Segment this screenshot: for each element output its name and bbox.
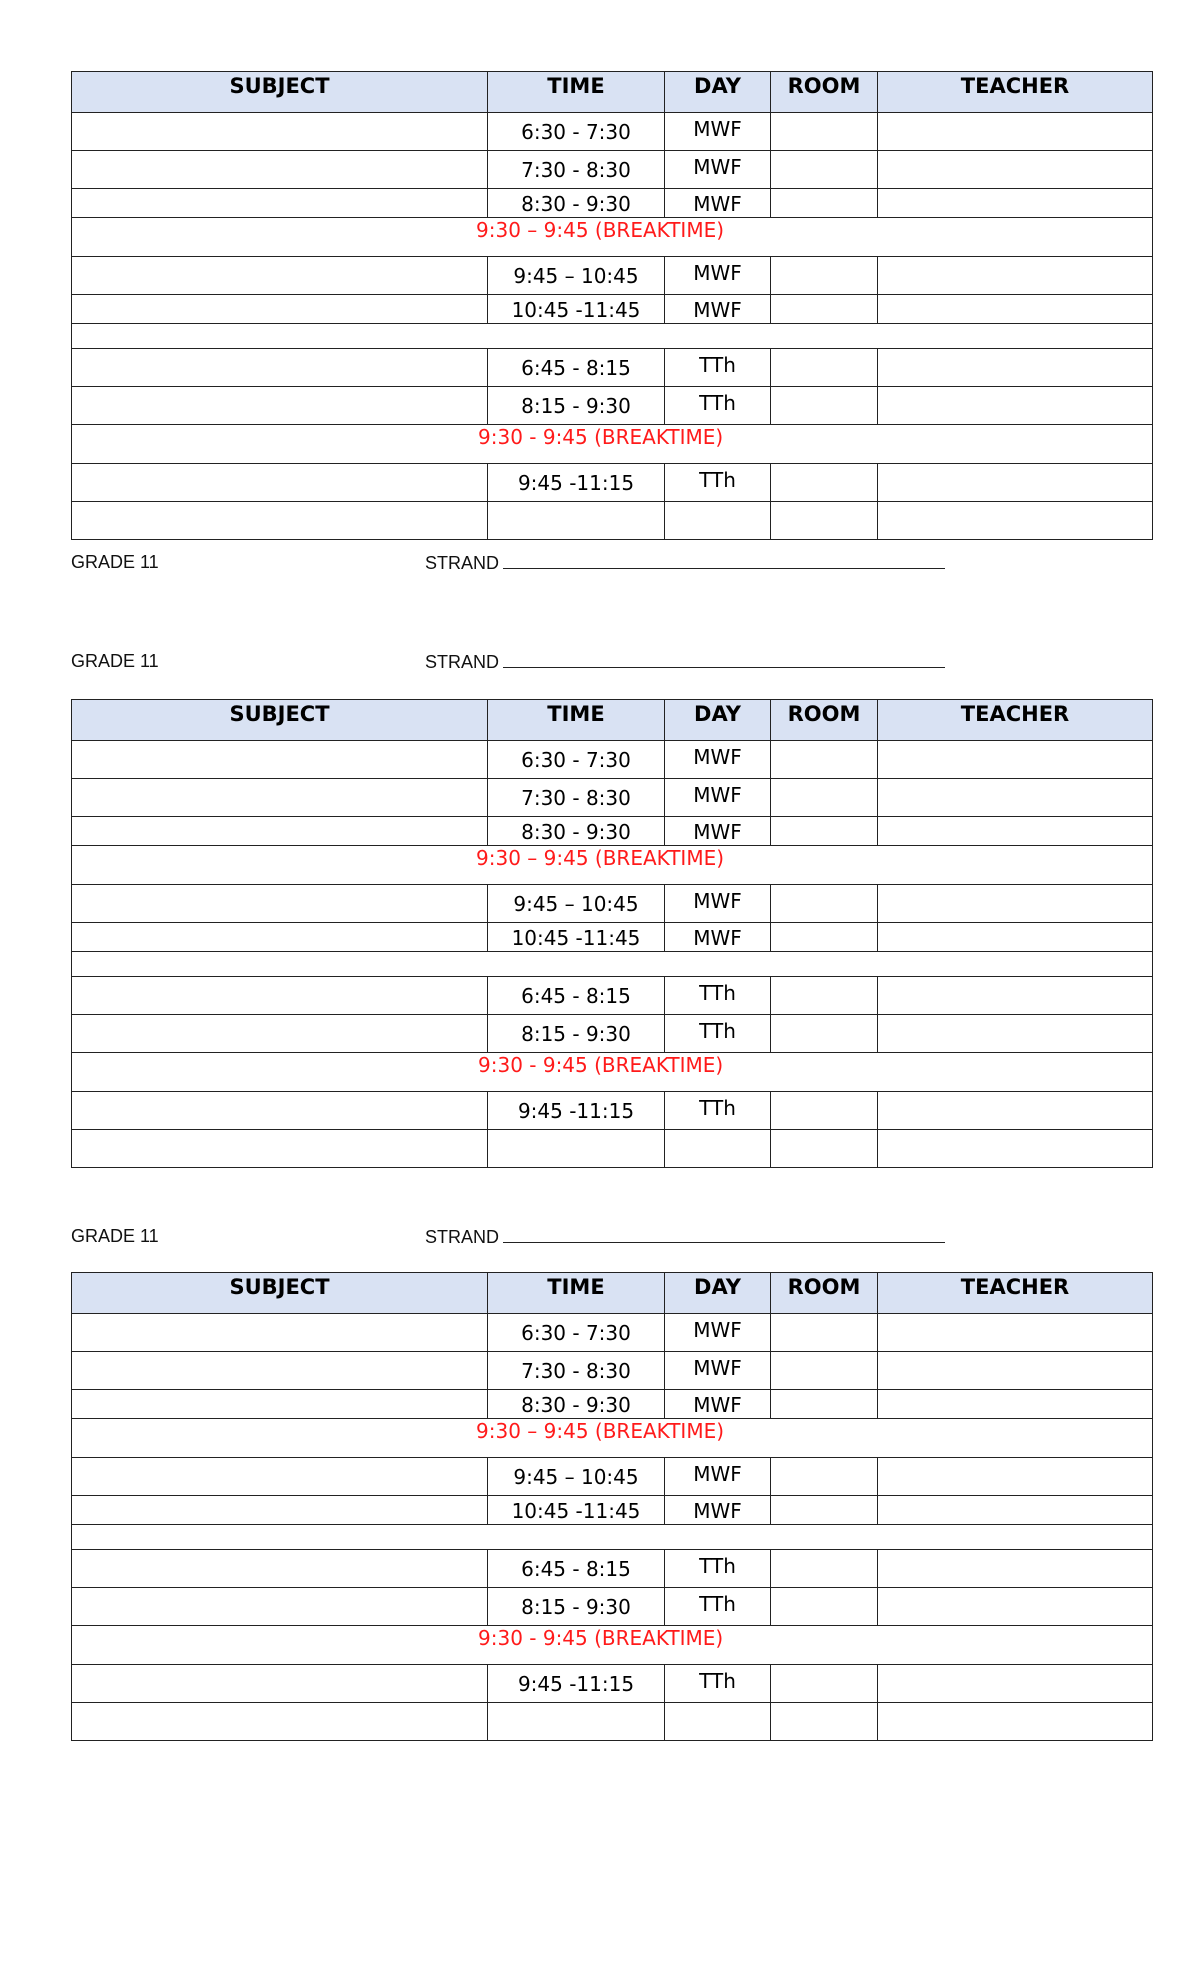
day-cell[interactable]: [665, 1703, 771, 1741]
teacher-cell[interactable]: [878, 151, 1153, 189]
room-cell[interactable]: [771, 885, 878, 923]
room-cell[interactable]: [771, 1352, 878, 1390]
room-cell[interactable]: [771, 977, 878, 1015]
day-cell: MWF: [665, 1390, 771, 1419]
table-row: [72, 1458, 1153, 1496]
teacher-cell[interactable]: [878, 817, 1153, 846]
subject-cell[interactable]: [72, 1496, 488, 1525]
room-header: ROOM: [771, 72, 878, 113]
subject-cell[interactable]: [72, 1015, 488, 1053]
table-row: [72, 257, 1153, 295]
room-cell[interactable]: [771, 1092, 878, 1130]
time-cell: 9:45 – 10:45: [488, 885, 665, 923]
break-label: 9:30 – 9:45 (BREAKTIME): [72, 1419, 1153, 1458]
day-cell: TTh: [665, 1015, 771, 1053]
break-row: [72, 1419, 1153, 1458]
room-cell[interactable]: [771, 349, 878, 387]
teacher-cell[interactable]: [878, 1458, 1153, 1496]
subject-header: SUBJECT: [72, 72, 488, 113]
day-cell: MWF: [665, 257, 771, 295]
room-cell[interactable]: [771, 189, 878, 218]
subject-cell[interactable]: [72, 1130, 488, 1168]
time-cell: 8:15 - 9:30: [488, 387, 665, 425]
table-row: [72, 502, 1153, 540]
subject-cell[interactable]: [72, 779, 488, 817]
strand-blank[interactable]: [503, 651, 945, 668]
strand-label: [425, 651, 945, 673]
day-cell: MWF: [665, 885, 771, 923]
table-row: [72, 151, 1153, 189]
subject-cell[interactable]: [72, 923, 488, 952]
teacher-cell[interactable]: [878, 189, 1153, 218]
spacer-row: [72, 324, 1153, 349]
time-cell: 8:30 - 9:30: [488, 817, 665, 846]
subject-cell[interactable]: [72, 1352, 488, 1390]
subject-cell[interactable]: [72, 1703, 488, 1741]
time-cell: 6:30 - 7:30: [488, 113, 665, 151]
room-cell[interactable]: [771, 1130, 878, 1168]
table-row: [72, 295, 1153, 324]
time-cell: 8:30 - 9:30: [488, 1390, 665, 1419]
time-cell: 9:45 -11:15: [488, 1092, 665, 1130]
day-header: DAY: [665, 700, 771, 741]
teacher-cell[interactable]: [878, 1130, 1153, 1168]
teacher-cell[interactable]: [878, 779, 1153, 817]
day-cell: TTh: [665, 977, 771, 1015]
time-cell: 9:45 – 10:45: [488, 257, 665, 295]
break-label: 9:30 – 9:45 (BREAKTIME): [72, 218, 1153, 257]
subject-cell[interactable]: [72, 1390, 488, 1419]
subject-cell[interactable]: [72, 741, 488, 779]
teacher-cell[interactable]: [878, 1665, 1153, 1703]
room-header: ROOM: [771, 700, 878, 741]
day-cell: MWF: [665, 1496, 771, 1525]
subject-cell[interactable]: [72, 349, 488, 387]
time-cell: 6:30 - 7:30: [488, 741, 665, 779]
time-header: TIME: [488, 72, 665, 113]
strand-text: STRAND: [425, 553, 500, 573]
spacer-cell: [72, 324, 1153, 349]
subject-header: SUBJECT: [72, 700, 488, 741]
room-cell[interactable]: [771, 1588, 878, 1626]
teacher-cell[interactable]: [878, 295, 1153, 324]
teacher-cell[interactable]: [878, 1015, 1153, 1053]
time-header: TIME: [488, 700, 665, 741]
break-row: [72, 1626, 1153, 1665]
break-row: [72, 425, 1153, 464]
time-cell: 6:30 - 7:30: [488, 1314, 665, 1352]
subject-cell[interactable]: [72, 189, 488, 218]
table-row: [72, 1665, 1153, 1703]
time-cell: 8:15 - 9:30: [488, 1588, 665, 1626]
subject-cell[interactable]: [72, 1588, 488, 1626]
header-row: [72, 1273, 1153, 1314]
teacher-cell[interactable]: [878, 741, 1153, 779]
subject-cell[interactable]: [72, 151, 488, 189]
subject-cell[interactable]: [72, 1665, 488, 1703]
room-cell[interactable]: [771, 464, 878, 502]
strand-blank[interactable]: [503, 552, 945, 569]
subject-cell[interactable]: [72, 257, 488, 295]
day-header: DAY: [665, 72, 771, 113]
break-label: 9:30 - 9:45 (BREAKTIME): [72, 425, 1153, 464]
room-header: ROOM: [771, 1273, 878, 1314]
room-cell[interactable]: [771, 923, 878, 952]
day-cell: MWF: [665, 151, 771, 189]
time-cell: 9:45 -11:15: [488, 1665, 665, 1703]
day-header: DAY: [665, 1273, 771, 1314]
subject-cell[interactable]: [72, 1458, 488, 1496]
room-cell[interactable]: [771, 1390, 878, 1419]
strand-text: STRAND: [425, 1227, 500, 1247]
schedule-table-3: [71, 1272, 1153, 1741]
day-cell: MWF: [665, 1352, 771, 1390]
teacher-cell[interactable]: [878, 1703, 1153, 1741]
teacher-cell[interactable]: [878, 387, 1153, 425]
table-row: [72, 387, 1153, 425]
subject-cell[interactable]: [72, 977, 488, 1015]
time-cell[interactable]: [488, 1703, 665, 1741]
subject-cell[interactable]: [72, 1092, 488, 1130]
time-cell: 8:30 - 9:30: [488, 189, 665, 218]
day-cell: MWF: [665, 113, 771, 151]
room-cell[interactable]: [771, 1458, 878, 1496]
table-row: [72, 741, 1153, 779]
teacher-cell[interactable]: [878, 1496, 1153, 1525]
time-cell: 7:30 - 8:30: [488, 151, 665, 189]
time-cell: 6:45 - 8:15: [488, 1550, 665, 1588]
subject-header: SUBJECT: [72, 1273, 488, 1314]
day-cell: TTh: [665, 1092, 771, 1130]
subject-cell[interactable]: [72, 113, 488, 151]
table-row: [72, 923, 1153, 952]
teacher-cell[interactable]: [878, 1550, 1153, 1588]
table-row: [72, 1390, 1153, 1419]
grade-label: GRADE 11: [71, 552, 159, 572]
room-cell[interactable]: [771, 741, 878, 779]
time-cell[interactable]: [488, 502, 665, 540]
time-cell: 6:45 - 8:15: [488, 349, 665, 387]
time-header: TIME: [488, 1273, 665, 1314]
table-row: [72, 1496, 1153, 1525]
table-row: [72, 817, 1153, 846]
day-cell: MWF: [665, 1458, 771, 1496]
table-row: [72, 113, 1153, 151]
table-row: [72, 1588, 1153, 1626]
teacher-cell[interactable]: [878, 464, 1153, 502]
table-row: [72, 1703, 1153, 1741]
time-cell: 8:15 - 9:30: [488, 1015, 665, 1053]
room-cell[interactable]: [771, 151, 878, 189]
subject-cell[interactable]: [72, 1550, 488, 1588]
day-cell: TTh: [665, 1588, 771, 1626]
day-cell[interactable]: [665, 502, 771, 540]
teacher-cell[interactable]: [878, 923, 1153, 952]
time-cell: 10:45 -11:45: [488, 295, 665, 324]
table-row: [72, 779, 1153, 817]
table-row: [72, 349, 1153, 387]
room-cell[interactable]: [771, 295, 878, 324]
break-label: 9:30 - 9:45 (BREAKTIME): [72, 1626, 1153, 1665]
grade-label: GRADE 11: [71, 1226, 159, 1246]
teacher-cell[interactable]: [878, 885, 1153, 923]
room-cell[interactable]: [771, 113, 878, 151]
table-row: [72, 1015, 1153, 1053]
strand-blank[interactable]: [503, 1226, 945, 1243]
day-cell: MWF: [665, 923, 771, 952]
day-cell: TTh: [665, 1550, 771, 1588]
teacher-cell[interactable]: [878, 502, 1153, 540]
day-cell[interactable]: [665, 1130, 771, 1168]
day-cell: MWF: [665, 295, 771, 324]
subject-cell[interactable]: [72, 464, 488, 502]
break-row: [72, 1053, 1153, 1092]
table-row: [72, 1130, 1153, 1168]
teacher-header: TEACHER: [878, 1273, 1153, 1314]
teacher-cell[interactable]: [878, 1092, 1153, 1130]
spacer-cell: [72, 952, 1153, 977]
time-cell: 7:30 - 8:30: [488, 779, 665, 817]
day-cell: MWF: [665, 741, 771, 779]
time-cell: 10:45 -11:45: [488, 923, 665, 952]
day-cell: TTh: [665, 349, 771, 387]
table-row: [72, 464, 1153, 502]
room-cell[interactable]: [771, 817, 878, 846]
teacher-cell[interactable]: [878, 1314, 1153, 1352]
day-cell: TTh: [665, 387, 771, 425]
day-cell: MWF: [665, 189, 771, 218]
time-cell: 9:45 -11:15: [488, 464, 665, 502]
subject-cell[interactable]: [72, 817, 488, 846]
table-row: [72, 885, 1153, 923]
subject-cell[interactable]: [72, 1314, 488, 1352]
table-row: [72, 1314, 1153, 1352]
header-row: [72, 72, 1153, 113]
day-cell: MWF: [665, 779, 771, 817]
table-row: [72, 1092, 1153, 1130]
teacher-cell[interactable]: [878, 113, 1153, 151]
day-cell: TTh: [665, 464, 771, 502]
room-cell[interactable]: [771, 1550, 878, 1588]
teacher-header: TEACHER: [878, 72, 1153, 113]
grade-label: GRADE 11: [71, 651, 159, 671]
day-cell: TTh: [665, 1665, 771, 1703]
header-row: [72, 700, 1153, 741]
subject-cell[interactable]: [72, 387, 488, 425]
break-row: [72, 846, 1153, 885]
subject-cell[interactable]: [72, 502, 488, 540]
teacher-cell[interactable]: [878, 257, 1153, 295]
teacher-cell[interactable]: [878, 1390, 1153, 1419]
subject-cell[interactable]: [72, 885, 488, 923]
room-cell[interactable]: [771, 1496, 878, 1525]
time-cell: 9:45 – 10:45: [488, 1458, 665, 1496]
strand-label: [425, 552, 945, 574]
room-cell[interactable]: [771, 257, 878, 295]
strand-label: [425, 1226, 945, 1248]
time-cell: 7:30 - 8:30: [488, 1352, 665, 1390]
break-label: 9:30 – 9:45 (BREAKTIME): [72, 846, 1153, 885]
teacher-cell[interactable]: [878, 1352, 1153, 1390]
teacher-header: TEACHER: [878, 700, 1153, 741]
day-cell: MWF: [665, 817, 771, 846]
room-cell[interactable]: [771, 1314, 878, 1352]
strand-text: STRAND: [425, 652, 500, 672]
room-cell[interactable]: [771, 1665, 878, 1703]
room-cell[interactable]: [771, 779, 878, 817]
teacher-cell[interactable]: [878, 349, 1153, 387]
table-row: [72, 977, 1153, 1015]
schedule-table-2: [71, 699, 1153, 1168]
room-cell[interactable]: [771, 502, 878, 540]
spacer-row: [72, 1525, 1153, 1550]
room-cell[interactable]: [771, 387, 878, 425]
time-cell[interactable]: [488, 1130, 665, 1168]
table-row: [72, 189, 1153, 218]
break-row: [72, 218, 1153, 257]
time-cell: 6:45 - 8:15: [488, 977, 665, 1015]
time-cell: 10:45 -11:45: [488, 1496, 665, 1525]
teacher-cell[interactable]: [878, 977, 1153, 1015]
teacher-cell[interactable]: [878, 1588, 1153, 1626]
subject-cell[interactable]: [72, 295, 488, 324]
spacer-cell: [72, 1525, 1153, 1550]
room-cell[interactable]: [771, 1703, 878, 1741]
table-row: [72, 1550, 1153, 1588]
schedule-table-1: [71, 71, 1153, 540]
room-cell[interactable]: [771, 1015, 878, 1053]
table-row: [72, 1352, 1153, 1390]
spacer-row: [72, 952, 1153, 977]
break-label: 9:30 - 9:45 (BREAKTIME): [72, 1053, 1153, 1092]
day-cell: MWF: [665, 1314, 771, 1352]
